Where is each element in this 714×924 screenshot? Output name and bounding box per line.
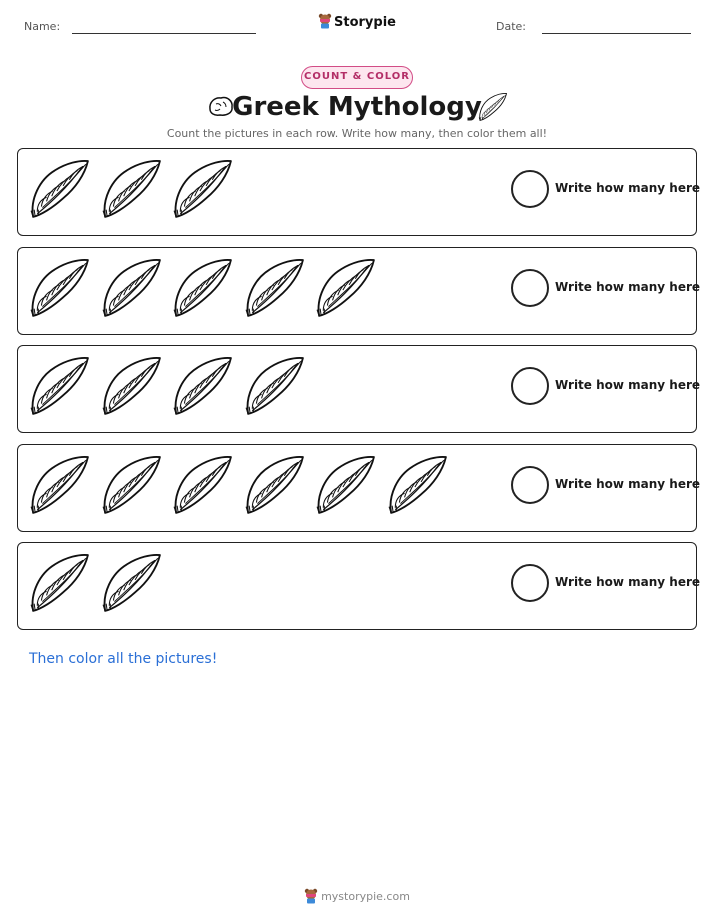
wing-icon [244, 355, 306, 421]
answer-circle[interactable] [511, 367, 549, 405]
wing-icon [478, 92, 508, 126]
bear-icon [318, 13, 332, 33]
brand-logo [0, 13, 714, 33]
wing-icon [244, 257, 306, 323]
wing-icon [172, 454, 234, 520]
page-title: Greek Mythology [232, 92, 482, 122]
footer [0, 888, 714, 907]
answer-circle[interactable] [511, 466, 549, 504]
count-row [17, 444, 701, 532]
wing-icon [101, 257, 163, 323]
answer-prompt: Write how many here [555, 378, 701, 392]
name-label: Name: [24, 20, 61, 33]
wing-icon [29, 257, 91, 323]
wing-icon [101, 158, 163, 224]
answer-circle[interactable] [511, 564, 549, 602]
wing-icon [244, 454, 306, 520]
bear-icon [304, 888, 318, 907]
wing-icon [172, 355, 234, 421]
date-label: Date: [496, 20, 526, 33]
answer-circle[interactable] [511, 269, 549, 307]
count-row [17, 345, 701, 433]
wing-icon [101, 552, 163, 618]
wing-icon [29, 355, 91, 421]
answer-prompt: Write how many here [555, 181, 701, 195]
name-line[interactable] [72, 33, 256, 34]
wing-icon [29, 158, 91, 224]
count-row [17, 542, 701, 630]
color-instruction: Then color all the pictures! [29, 651, 218, 667]
answer-prompt: Write how many here [555, 279, 701, 294]
wing-icon [29, 552, 91, 618]
wing-icon [172, 158, 234, 224]
wing-icon [172, 257, 234, 323]
footer-url: mystorypie.com [321, 890, 410, 903]
instructions: Count the pictures in each row. Write how many, then color them all! [166, 127, 548, 140]
wing-icon [29, 454, 91, 520]
date-line[interactable] [542, 33, 691, 34]
wing-icon [101, 355, 163, 421]
count-row [17, 148, 701, 236]
wing-icon [387, 454, 449, 520]
wing-icon [315, 257, 377, 323]
answer-circle[interactable] [511, 170, 549, 208]
brand-name: Storypie [334, 15, 396, 30]
activity-badge: COUNT & COLOR [301, 66, 413, 89]
count-row [17, 247, 701, 335]
wing-icon [315, 454, 377, 520]
answer-prompt: Write how many here [555, 476, 701, 491]
wing-icon [101, 454, 163, 520]
answer-prompt: Write how many here [555, 575, 701, 589]
